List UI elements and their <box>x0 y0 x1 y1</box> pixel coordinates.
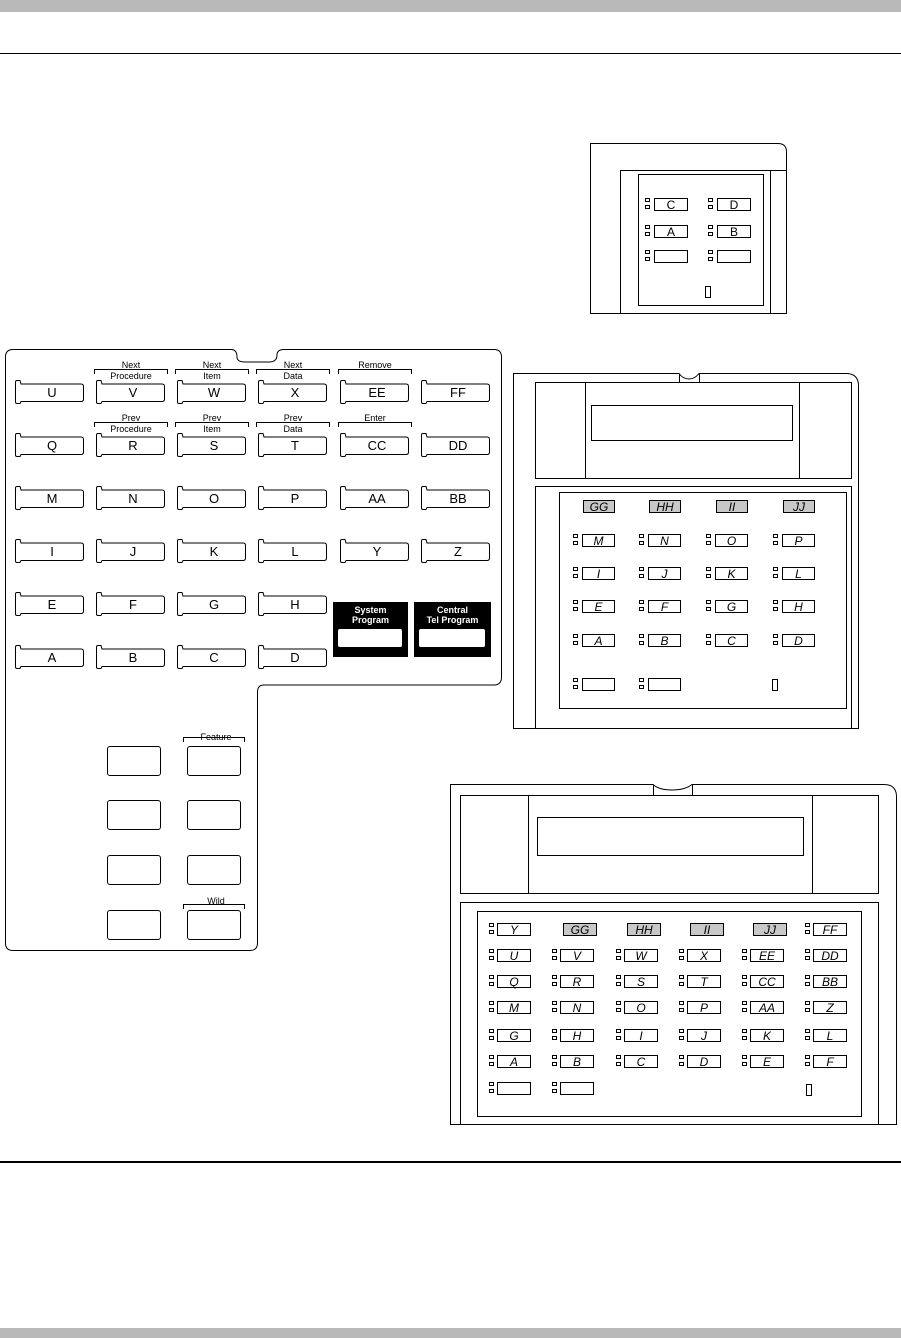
medium-key-led <box>573 641 578 645</box>
large-key-k[interactable]: K <box>750 1029 784 1042</box>
large-key-d[interactable]: D <box>687 1055 721 1068</box>
medium-key-d[interactable]: D <box>782 634 815 647</box>
medium-key-e[interactable]: E <box>582 600 615 613</box>
keypad-key-j[interactable] <box>96 539 166 563</box>
large-key-r[interactable]: R <box>560 975 594 988</box>
large-key-c[interactable]: C <box>624 1055 658 1068</box>
large-key-led <box>805 1001 810 1005</box>
medium-key-led <box>706 634 711 638</box>
large-key-led <box>616 1062 621 1066</box>
keypad-key-r-function-label: Prev Procedure <box>110 413 152 434</box>
large-key-led <box>552 1055 557 1059</box>
small-key-blank-4[interactable] <box>654 250 688 263</box>
medium-key-led <box>573 534 578 538</box>
medium-key-c[interactable]: C <box>715 634 748 647</box>
medium-key-g[interactable]: G <box>715 600 748 613</box>
keypad-key-label: Y <box>372 544 382 559</box>
large-key-t[interactable]: T <box>687 975 721 988</box>
large-key-led <box>616 1029 621 1033</box>
large-key-led <box>489 982 494 986</box>
keypad-key-x-function-label: Next Data <box>283 360 303 381</box>
medium-key-led <box>639 534 644 538</box>
function-bracket <box>256 369 330 374</box>
large-key-cc[interactable]: CC <box>750 975 784 988</box>
keypad-key-n[interactable] <box>96 486 166 510</box>
large-key-led <box>616 949 621 953</box>
large-key-led <box>489 956 494 960</box>
medium-key-led <box>773 567 778 571</box>
medium-key-led <box>573 678 578 682</box>
small-key-led <box>645 250 650 254</box>
keypad-key-k[interactable] <box>177 539 247 563</box>
medium-key-led <box>773 574 778 578</box>
medium-key-led <box>706 641 711 645</box>
large-key-x[interactable]: X <box>687 949 721 962</box>
keypad-key-label: H <box>290 597 300 612</box>
keypad-key-label: Z <box>454 544 462 559</box>
small-key-led <box>645 205 650 209</box>
large-key-led <box>552 1082 557 1086</box>
large-key-led <box>679 975 684 979</box>
medium-key-f[interactable]: F <box>648 600 681 613</box>
medium-key-led <box>706 607 711 611</box>
large-key-led <box>742 1029 747 1033</box>
medium-key-led <box>773 634 778 638</box>
lower-left-button-2[interactable] <box>107 800 161 830</box>
wild-button[interactable] <box>187 910 241 940</box>
keypad-key-b[interactable] <box>96 645 166 669</box>
large-key-q[interactable]: Q <box>497 975 531 988</box>
feature-button[interactable] <box>187 746 241 776</box>
keypad-key-label: R <box>128 438 138 453</box>
system-program-key[interactable] <box>333 602 408 657</box>
keypad-key-label: V <box>128 385 138 400</box>
wild-label: Wild <box>207 896 225 906</box>
keypad-key-x[interactable] <box>258 380 328 404</box>
medium-key-j[interactable]: J <box>648 567 681 580</box>
medium-key-led <box>573 607 578 611</box>
large-key-led <box>616 982 621 986</box>
large-key-dd[interactable]: DD <box>813 949 847 962</box>
large-key-h[interactable]: H <box>560 1029 594 1042</box>
large-key-b[interactable]: B <box>560 1055 594 1068</box>
keypad-key-d[interactable] <box>258 645 328 669</box>
large-key-m[interactable]: M <box>497 1001 531 1014</box>
system-program-tab <box>338 629 402 647</box>
large-key-led <box>552 975 557 979</box>
small-key-led <box>708 198 713 202</box>
medium-key-b[interactable]: B <box>648 634 681 647</box>
keypad-key-m[interactable] <box>15 486 85 510</box>
large-key-led <box>489 1055 494 1059</box>
lower-left-button-1[interactable] <box>107 746 161 776</box>
keypad-key-g[interactable] <box>177 592 247 616</box>
large-key-led <box>679 1055 684 1059</box>
medium-key-led <box>639 685 644 689</box>
keypad-key-z[interactable] <box>421 539 491 563</box>
keypad-key-label: T <box>291 438 299 453</box>
small-key-blank-5[interactable] <box>717 250 751 263</box>
large-key-led <box>552 949 557 953</box>
keypad-key-bb[interactable] <box>421 486 491 510</box>
large-key-led <box>489 1082 494 1086</box>
large-key-g[interactable]: G <box>497 1029 531 1042</box>
keypad-key-label: FF <box>450 385 466 400</box>
large-key-led <box>489 1036 494 1040</box>
large-key-led <box>742 1055 747 1059</box>
keypad-key-t-function-label: Prev Data <box>283 413 303 434</box>
keypad-key-p[interactable] <box>258 486 328 510</box>
keypad-key-c[interactable] <box>177 645 247 669</box>
bottom-rule <box>0 1161 901 1163</box>
medium-key-l[interactable]: L <box>782 567 815 580</box>
medium-key-p[interactable]: P <box>782 534 815 547</box>
large-key-led <box>489 930 494 934</box>
central-tel-program-key[interactable] <box>414 602 491 657</box>
large-key-blank-1[interactable] <box>560 1082 594 1095</box>
large-key-jj[interactable]: JJ <box>753 923 787 936</box>
small-key-led <box>708 225 713 229</box>
medium-key-led <box>573 574 578 578</box>
keypad-key-v-function-label: Next Procedure <box>110 360 152 381</box>
medium-key-h[interactable]: H <box>782 600 815 613</box>
large-key-blank-0[interactable] <box>497 1082 531 1095</box>
large-key-e[interactable]: E <box>750 1055 784 1068</box>
large-key-led <box>552 1029 557 1033</box>
large-key-ff[interactable]: FF <box>813 923 847 936</box>
small-key-led <box>645 225 650 229</box>
large-key-led <box>552 1001 557 1005</box>
large-key-led <box>616 956 621 960</box>
keypad-key-o[interactable] <box>177 486 247 510</box>
large-key-v[interactable]: V <box>560 949 594 962</box>
large-key-led <box>552 982 557 986</box>
large-key-aa[interactable]: AA <box>750 1001 784 1014</box>
keypad-key-f[interactable] <box>96 592 166 616</box>
large-key-led <box>805 1036 810 1040</box>
large-key-led <box>679 1029 684 1033</box>
function-bracket <box>338 369 412 374</box>
large-key-led <box>489 1029 494 1033</box>
keypad-key-label: U <box>47 385 57 400</box>
keypad-key-ff[interactable] <box>421 380 491 404</box>
large-key-led <box>552 1036 557 1040</box>
medium-key-o[interactable]: O <box>715 534 748 547</box>
keypad-key-label: B <box>128 650 138 665</box>
medium-key-led <box>706 534 711 538</box>
large-key-u[interactable]: U <box>497 949 531 962</box>
keypad-key-label: K <box>209 544 219 559</box>
lower-left-button-4[interactable] <box>107 910 161 940</box>
large-key-led <box>679 1001 684 1005</box>
keypad-key-label: AA <box>368 491 386 506</box>
large-key-led <box>616 1008 621 1012</box>
large-key-led <box>679 956 684 960</box>
keypad-key-h[interactable] <box>258 592 328 616</box>
large-key-hh[interactable]: HH <box>627 923 661 936</box>
medium-key-led <box>639 567 644 571</box>
large-key-led <box>552 1062 557 1066</box>
function-bracket <box>94 369 168 374</box>
bottom-gray-bar <box>0 1328 901 1338</box>
large-key-led <box>805 975 810 979</box>
keypad-key-a[interactable] <box>15 645 85 669</box>
medium-unit-outline <box>513 373 859 729</box>
keypad-key-label: BB <box>449 491 467 506</box>
keypad-key-label: J <box>129 544 137 559</box>
large-key-led <box>616 1001 621 1005</box>
large-key-led <box>679 1062 684 1066</box>
large-key-n[interactable]: N <box>560 1001 594 1014</box>
keypad-key-label: O <box>208 491 220 506</box>
medium-key-led <box>706 600 711 604</box>
large-key-j[interactable]: J <box>687 1029 721 1042</box>
small-key-led <box>708 257 713 261</box>
medium-key-led <box>773 534 778 538</box>
medium-key-led <box>639 607 644 611</box>
large-key-led <box>805 949 810 953</box>
keypad-key-label: M <box>46 491 58 506</box>
medium-key-led <box>639 541 644 545</box>
keypad-key-ee-function-label: Remove <box>358 360 392 370</box>
large-key-w[interactable]: W <box>624 949 658 962</box>
large-key-led <box>552 1089 557 1093</box>
large-key-led <box>742 949 747 953</box>
large-key-led <box>805 1029 810 1033</box>
keypad-key-t[interactable] <box>258 433 328 457</box>
feature-bracket <box>183 737 245 742</box>
keypad-key-ee[interactable] <box>340 380 410 404</box>
medium-key-led <box>639 641 644 645</box>
large-key-bb[interactable]: BB <box>813 975 847 988</box>
medium-key-led <box>773 600 778 604</box>
keypad-key-l[interactable] <box>258 539 328 563</box>
large-key-led <box>616 1036 621 1040</box>
large-key-led <box>489 975 494 979</box>
small-key-d[interactable]: D <box>717 198 751 211</box>
medium-key-led <box>573 685 578 689</box>
medium-key-blank-0[interactable] <box>582 678 615 691</box>
medium-key-i[interactable]: I <box>582 567 615 580</box>
keypad-key-aa[interactable] <box>340 486 410 510</box>
keypad-key-label: A <box>47 650 57 665</box>
medium-key-hh[interactable]: HH <box>649 500 681 513</box>
large-key-y[interactable]: Y <box>497 923 531 936</box>
keypad-key-label: F <box>129 597 137 612</box>
medium-key-led <box>706 541 711 545</box>
keypad-key-s-function-label: Prev Item <box>202 413 222 434</box>
large-key-led <box>805 923 810 927</box>
medium-key-a[interactable]: A <box>582 634 615 647</box>
small-key-led <box>708 232 713 236</box>
system-program-label: System Program <box>351 605 389 625</box>
medium-key-led <box>639 634 644 638</box>
keypad-key-q[interactable] <box>15 433 85 457</box>
large-key-p[interactable]: P <box>687 1001 721 1014</box>
keypad-key-label: P <box>290 491 300 506</box>
large-key-f[interactable]: F <box>813 1055 847 1068</box>
small-key-led <box>708 250 713 254</box>
keypad-key-label: S <box>209 438 219 453</box>
small-key-b[interactable]: B <box>717 225 751 238</box>
top-gray-bar <box>0 0 901 12</box>
keypad-key-w-function-label: Next Item <box>202 360 222 381</box>
large-key-led <box>489 1062 494 1066</box>
keypad-key-label: EE <box>368 385 386 400</box>
large-key-led <box>742 1001 747 1005</box>
medium-key-blank-1[interactable] <box>648 678 681 691</box>
medium-key-led <box>639 600 644 604</box>
large-key-led <box>805 1055 810 1059</box>
large-key-s[interactable]: S <box>624 975 658 988</box>
large-key-led <box>552 956 557 960</box>
keypad-key-label: X <box>290 385 300 400</box>
keypad-key-label: C <box>209 650 219 665</box>
large-key-led <box>805 1008 810 1012</box>
function-bracket <box>94 422 168 427</box>
lower-left-button-3[interactable] <box>107 855 161 885</box>
medium-key-ii[interactable]: II <box>716 500 748 513</box>
keypad-key-label: N <box>128 491 138 506</box>
medium-key-led <box>573 634 578 638</box>
keypad-key-y[interactable] <box>340 539 410 563</box>
keypad-key-u[interactable] <box>15 380 85 404</box>
small-key-led <box>645 257 650 261</box>
wild-bracket <box>183 904 245 909</box>
small-key-c[interactable]: C <box>654 198 688 211</box>
large-key-ii[interactable]: II <box>690 923 724 936</box>
large-key-led <box>805 956 810 960</box>
medium-key-led <box>706 567 711 571</box>
large-key-led <box>805 982 810 986</box>
keypad-panel <box>5 349 502 951</box>
medium-key-led <box>773 607 778 611</box>
large-key-led <box>489 949 494 953</box>
medium-key-gg[interactable]: GG <box>583 500 615 513</box>
medium-key-led <box>773 541 778 545</box>
large-key-o[interactable]: O <box>624 1001 658 1014</box>
large-key-led <box>489 1008 494 1012</box>
large-key-a[interactable]: A <box>497 1055 531 1068</box>
medium-key-led <box>639 574 644 578</box>
keypad-key-label: G <box>208 597 220 612</box>
large-key-led <box>552 1008 557 1012</box>
keypad-key-dd[interactable] <box>421 433 491 457</box>
function-bracket <box>175 422 249 427</box>
large-key-led <box>742 975 747 979</box>
keypad-key-v[interactable] <box>96 380 166 404</box>
keypad-key-r[interactable] <box>96 433 166 457</box>
medium-key-jj[interactable]: JJ <box>783 500 815 513</box>
small-key-led <box>645 232 650 236</box>
large-key-led <box>489 923 494 927</box>
small-key-a[interactable]: A <box>654 225 688 238</box>
central-tel-program-label: Central Tel Program <box>426 605 479 625</box>
medium-key-n[interactable]: N <box>648 534 681 547</box>
medium-unit <box>513 373 859 729</box>
large-key-i[interactable]: I <box>624 1029 658 1042</box>
large-key-ee[interactable]: EE <box>750 949 784 962</box>
medium-key-k[interactable]: K <box>715 567 748 580</box>
keypad-key-label: E <box>47 597 57 612</box>
large-key-led <box>679 1008 684 1012</box>
function-bracket <box>338 422 412 427</box>
keypad-key-i[interactable] <box>15 539 85 563</box>
small-key-led <box>708 205 713 209</box>
large-key-led <box>679 1036 684 1040</box>
medium-key-led <box>639 678 644 682</box>
large-key-led <box>742 1062 747 1066</box>
top-rule <box>0 53 901 54</box>
large-key-led <box>679 982 684 986</box>
lower-right-button-3[interactable] <box>187 855 241 885</box>
medium-key-led <box>573 541 578 545</box>
medium-key-led <box>573 567 578 571</box>
keypad-key-cc-function-label: Enter <box>364 413 386 423</box>
medium-unit-status-indicator <box>772 679 778 691</box>
lower-right-button-2[interactable] <box>187 800 241 830</box>
large-key-z[interactable]: Z <box>813 1001 847 1014</box>
keypad-key-label: DD <box>448 438 468 453</box>
keypad-key-label: D <box>290 650 300 665</box>
large-key-led <box>489 1089 494 1093</box>
large-unit <box>450 784 897 1125</box>
small-unit-status-indicator <box>705 286 711 298</box>
keypad-key-cc[interactable] <box>340 433 410 457</box>
keypad-key-s[interactable] <box>177 433 247 457</box>
large-key-led <box>742 1008 747 1012</box>
large-key-gg[interactable]: GG <box>563 923 597 936</box>
large-key-l[interactable]: L <box>813 1029 847 1042</box>
large-key-led <box>489 1001 494 1005</box>
large-key-led <box>805 930 810 934</box>
keypad-key-label: Q <box>46 438 58 453</box>
large-key-led <box>742 1036 747 1040</box>
large-key-led <box>616 975 621 979</box>
keypad-key-label: CC <box>367 438 387 453</box>
keypad-key-w[interactable] <box>177 380 247 404</box>
small-unit <box>590 143 787 314</box>
keypad-key-label: W <box>207 385 221 400</box>
medium-key-led <box>706 574 711 578</box>
small-key-led <box>645 198 650 202</box>
keypad-key-e[interactable] <box>15 592 85 616</box>
large-unit-status-indicator <box>806 1084 812 1096</box>
medium-key-led <box>773 641 778 645</box>
large-key-led <box>679 949 684 953</box>
large-key-led <box>805 1062 810 1066</box>
large-key-led <box>742 982 747 986</box>
medium-key-m[interactable]: M <box>582 534 615 547</box>
large-key-led <box>616 1055 621 1059</box>
small-unit-outline <box>590 143 787 314</box>
large-key-led <box>742 956 747 960</box>
function-bracket <box>256 422 330 427</box>
feature-label: Feature <box>200 732 232 742</box>
central-tel-program-tab <box>419 629 485 647</box>
medium-key-led <box>573 600 578 604</box>
keypad-key-label: I <box>50 544 54 559</box>
keypad-key-label: L <box>291 544 299 559</box>
function-bracket <box>175 369 249 374</box>
